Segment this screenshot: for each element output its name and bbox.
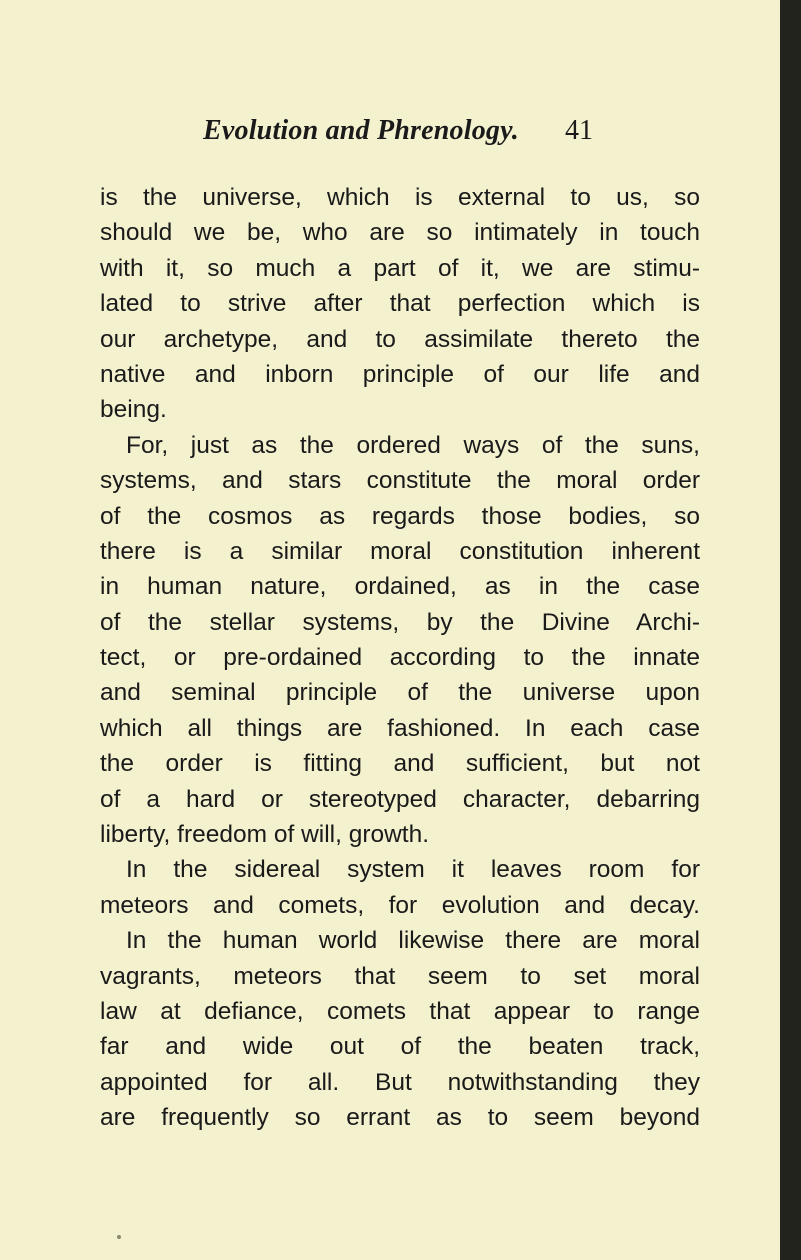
page-number: 41 xyxy=(565,115,593,146)
text-line: far and wide out of the beaten track, xyxy=(100,1033,700,1061)
body-text xyxy=(100,180,700,1136)
text-line: there is a similar moral constitution inherent xyxy=(100,537,700,565)
text-line: In the human world likewise there are moral xyxy=(126,927,700,955)
text-line: in human nature, ordained, as in the case xyxy=(100,573,700,601)
text-line: the order is fitting and sufficient, but not xyxy=(100,750,700,778)
text-line: are frequently so errant as to seem beyond xyxy=(100,1104,700,1132)
text-line: vagrants, meteors that seem to set moral xyxy=(100,962,700,990)
text-line: is the universe, which is external to us, so xyxy=(100,184,700,211)
text-line: should we be, who are so intimately in touch xyxy=(100,219,700,247)
text-line: and seminal principle of the universe upon xyxy=(100,679,700,707)
text-line: our archetype, and to assimilate thereto the xyxy=(100,325,700,353)
text-line: appointed for all. But notwithstanding they xyxy=(100,1068,700,1096)
text-line: of the stellar systems, by the Divine Archi- xyxy=(100,608,700,636)
page-header xyxy=(0,115,780,155)
text-line: with it, so much a part of it, we are stimu- xyxy=(100,254,700,282)
page-edge-shadow xyxy=(780,0,801,1260)
text-line: tect, or pre-ordained according to the innate xyxy=(100,644,700,672)
text-line: of the cosmos as regards those bodies, so xyxy=(100,502,700,530)
paper-speck xyxy=(117,1235,121,1239)
text-line: systems, and stars constitute the moral order xyxy=(100,467,700,495)
text-line: lated to strive after that perfection which is xyxy=(100,290,700,318)
running-title: Evolution and Phrenology. xyxy=(203,115,519,146)
text-line: which all things are fashioned. In each case xyxy=(100,714,700,742)
text-line: For, just as the ordered ways of the suns, xyxy=(126,431,700,459)
text-line: meteors and comets, for evolution and decay. xyxy=(100,891,700,919)
text-line: law at defiance, comets that appear to range xyxy=(100,997,700,1025)
text-line: of a hard or stereotyped character, debarring xyxy=(100,785,700,813)
text-line: In the sidereal system it leaves room for xyxy=(126,856,700,884)
text-line: native and inborn principle of our life and xyxy=(100,360,700,388)
text-line: being. xyxy=(100,396,167,424)
text-line: liberty, freedom of will, growth. xyxy=(100,821,430,849)
